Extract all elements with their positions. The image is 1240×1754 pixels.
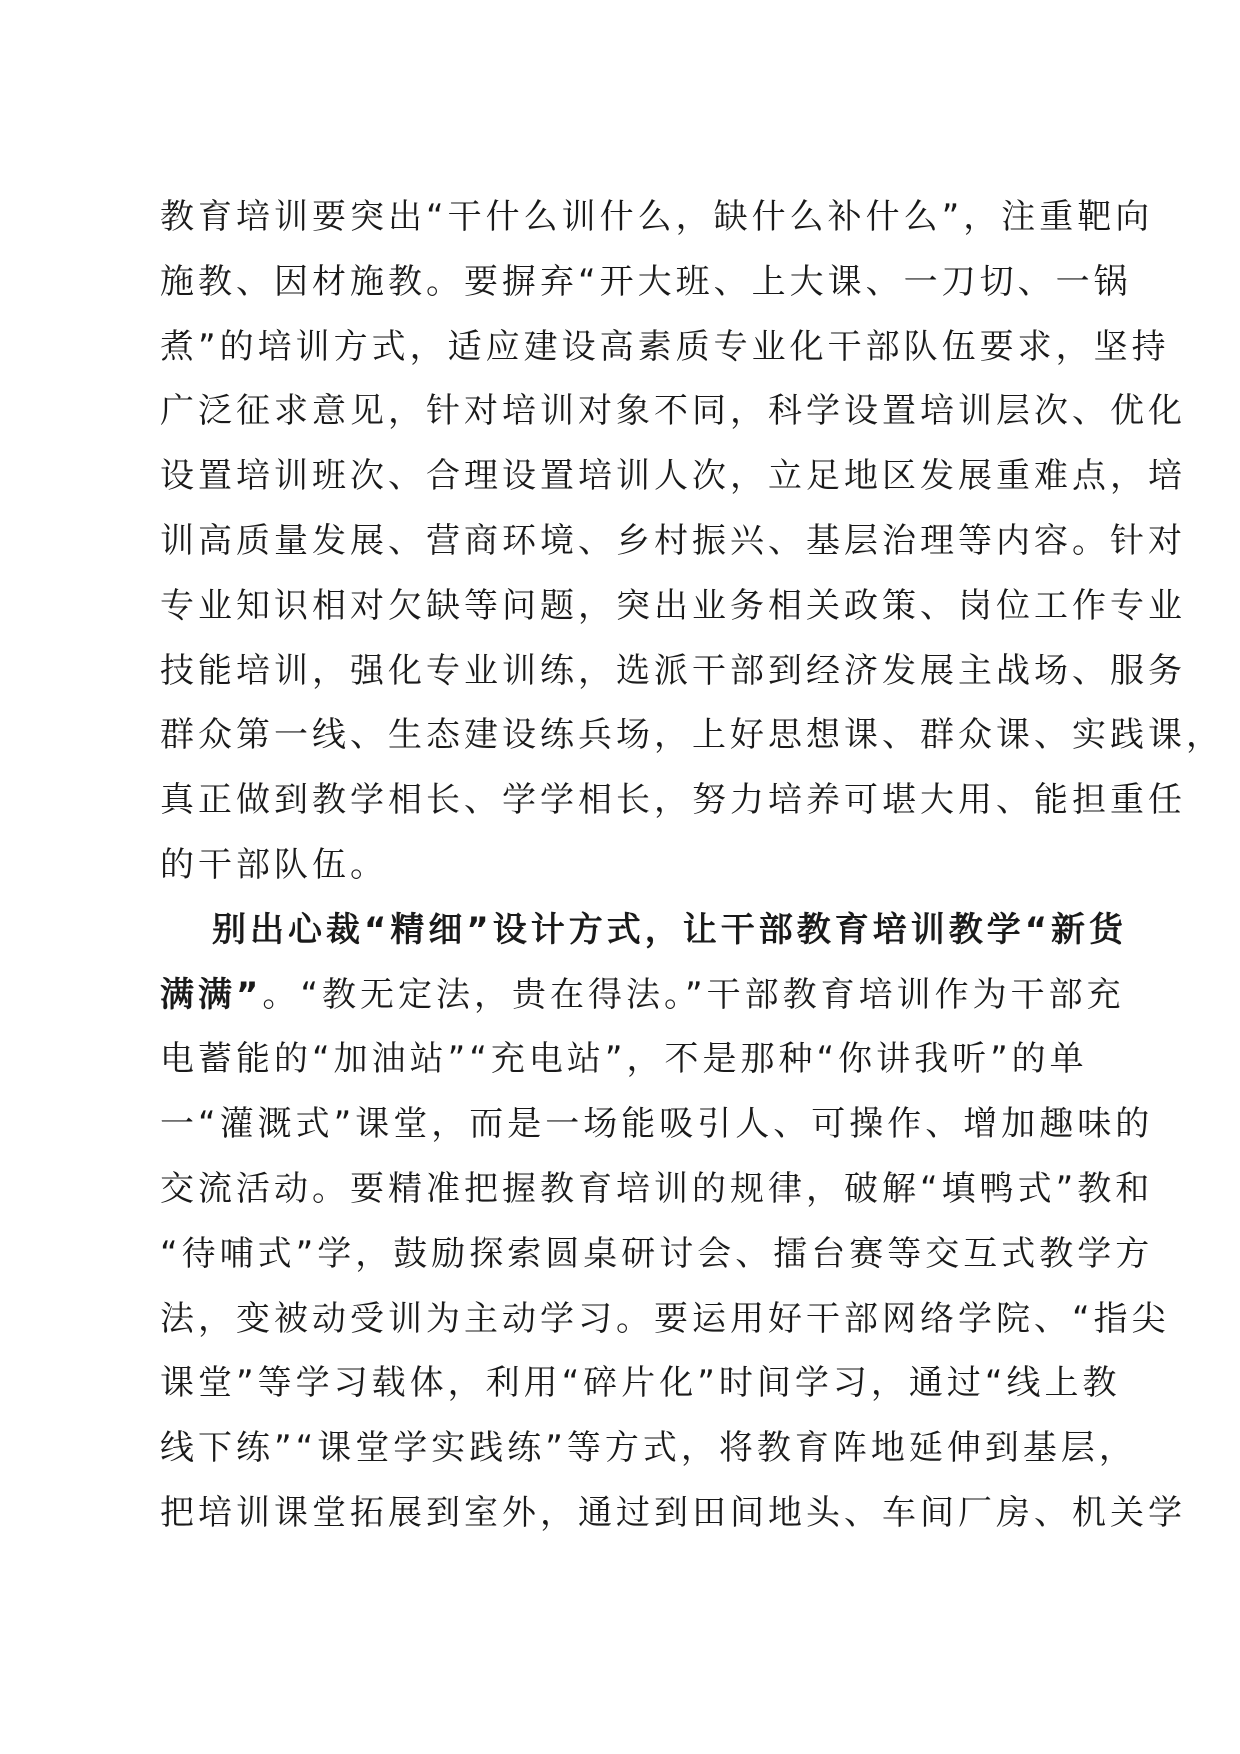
text-line: 广泛征求意见，针对培训对象不同，科学设置培训层次、优化 xyxy=(160,391,1186,432)
text-line: “待哺式”学，鼓励探索圆桌研讨会、擂台赛等交互式教学方 xyxy=(160,1233,1154,1274)
text-line: 的干部队伍。 xyxy=(160,844,388,885)
section-heading-end: 满满” xyxy=(160,974,263,1015)
text-line: 专业知识相对欠缺等问题，突出业务相关政策、岗位工作专业 xyxy=(160,585,1186,626)
text-line: 真正做到教学相长、学学相长，努力培养可堪大用、能担重任 xyxy=(160,780,1186,821)
text-line: 施教、因材施教。要摒弃“开大班、上大课、一刀切、一锅 xyxy=(160,261,1132,302)
text-line: 课堂”等学习载体，利用“碎片化”时间学习，通过“线上教 xyxy=(160,1363,1121,1404)
text-line: 群众第一线、生态建设练兵场，上好思想课、群众课、实践课， xyxy=(160,715,1224,756)
text-line: 训高质量发展、营商环境、乡村振兴、基层治理等内容。针对 xyxy=(160,520,1186,561)
text-line: 交流活动。要精准把握教育培训的规律，破解“填鸭式”教和 xyxy=(160,1168,1154,1209)
section-heading-line: 别出心裁“精细”设计方式，让干部教育培训教学“新货 xyxy=(212,909,1128,950)
text-line: 技能培训，强化专业训练，选派干部到经济发展主战场、服务 xyxy=(160,650,1186,691)
text-line: 电蓄能的“加油站”“充电站”，不是那种“你讲我听”的单 xyxy=(160,1039,1088,1080)
text-line: 设置培训班次、合理设置培训人次，立足地区发展重难点，培 xyxy=(160,456,1186,497)
text-line: 煮”的培训方式，适应建设高素质专业化干部队伍要求，坚持 xyxy=(160,326,1170,367)
text-span: 。“教无定法，贵在得法。”干部教育培训作为干部充 xyxy=(262,974,1125,1015)
paragraph-2 xyxy=(160,898,1186,1546)
paragraph-1 xyxy=(160,185,1224,898)
text-line xyxy=(160,963,1125,1028)
document-body xyxy=(160,185,1224,1546)
text-line: 法，变被动受训为主动学习。要运用好干部网络学院、“指尖 xyxy=(160,1298,1170,1339)
text-line: 一“灌溉式”课堂，而是一场能吸引人、可操作、增加趣味的 xyxy=(160,1104,1154,1145)
text-line: 教育培训要突出“干什么训什么，缺什么补什么”，注重靶向 xyxy=(160,197,1154,237)
text-line: 线下练”“课堂学实践练”等方式，将教育阵地延伸到基层， xyxy=(160,1428,1137,1469)
text-line: 把培训课堂拓展到室外，通过到田间地头、车间厂房、机关学 xyxy=(160,1492,1186,1533)
